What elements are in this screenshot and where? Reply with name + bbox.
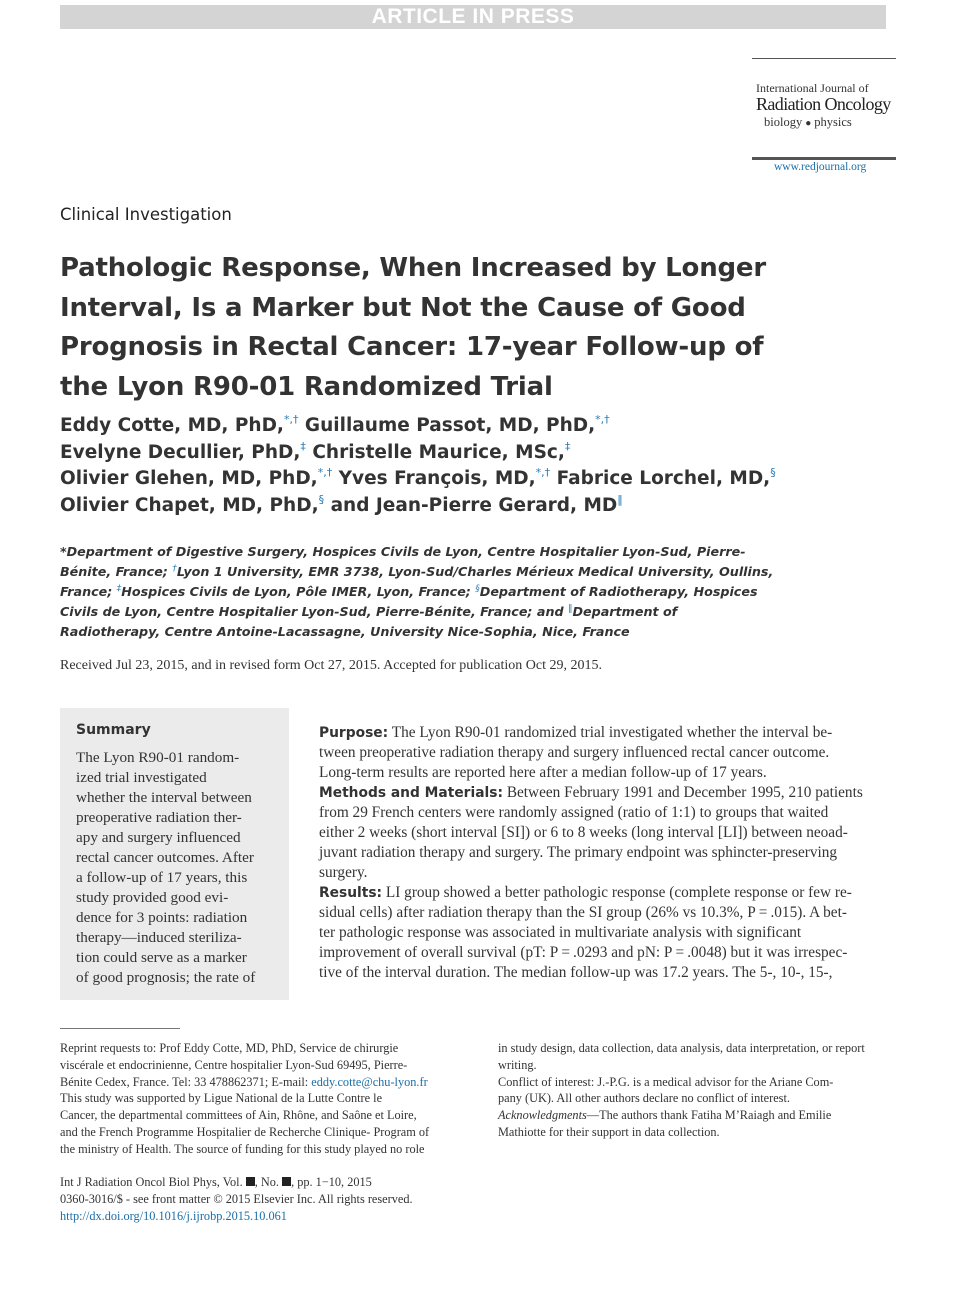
- author-name: Olivier Chapet, MD, PhD,: [60, 495, 319, 517]
- abstract-results: Results: LI group showed a better pathologic response (complete response or few re-: [319, 884, 852, 901]
- affiliation-line: Civils de Lyon, Centre Hospitalier Lyon-Sud, Pierre-Bénite, France; and ‖Department of: [60, 604, 678, 619]
- journal-name-line3: biology ● physics: [764, 115, 852, 129]
- affiliation-line: Bénite, France; †Lyon 1 University, EMR 3738, Lyon-Sud/Charles Mérieux Medical University, Oullins,: [60, 564, 774, 579]
- author-affil-link[interactable]: *,†: [283, 413, 299, 426]
- purpose-label: Purpose:: [319, 725, 389, 741]
- summary-heading: Summary: [76, 722, 151, 738]
- author-name: Eddy Cotte, MD, PhD,: [60, 415, 284, 436]
- article-title: Pathologic Response, When Increased by Longer Interval, Is a Marker but Not the Cause of Good Prognosis in Rectal Cancer: 17-year Follow-up of the Lyon R90-01 Randomized Trial: [60, 253, 766, 402]
- footnote-divider: [60, 1028, 180, 1029]
- author-name: Guillaume Passot, MD, PhD,: [304, 415, 596, 436]
- author-name: and Jean-Pierre Gerard, MD: [330, 495, 618, 517]
- author-name: Christelle Maurice, MSc,: [312, 441, 565, 463]
- affiliation-line: France; ‡Hospices Civils de Lyon, Pôle IMER, Lyon, France; §Department of Radiotherapy, Hospices: [60, 584, 758, 599]
- doi-link[interactable]: http://dx.doi.org/10.1016/j.ijrobp.2015.10.061: [60, 1208, 287, 1223]
- author-list: [60, 413, 900, 520]
- author-affil-link[interactable]: §: [770, 466, 776, 480]
- email-link[interactable]: eddy.cotte@chu-lyon.fr: [311, 1074, 428, 1089]
- placeholder-square-icon: [282, 1177, 291, 1186]
- author-name: Fabrice Lorchel, MD,: [556, 468, 771, 490]
- journal-url-link[interactable]: www.redjournal.org: [774, 161, 867, 173]
- author-name: Yves François, MD,: [338, 468, 536, 490]
- abstract-methods: Methods and Materials: Between February 1991 and December 1995, 210 patients: [319, 784, 863, 801]
- citation-block: Int J Radiation Oncol Biol Phys, Vol. , No. , pp. 1−10, 2015 0360-3016/$ - see front matter © 2015 Elsevier Inc. All rights reserved. http://dx.doi.org/10.1016/j.ijrobp.2015.10.061: [60, 1175, 413, 1223]
- author-affil-link[interactable]: ‡: [300, 439, 306, 453]
- author-affil-link[interactable]: *,†: [535, 466, 551, 480]
- journal-logo: [752, 58, 896, 160]
- methods-label: Methods and Materials:: [319, 785, 503, 801]
- summary-text: The Lyon R90-01 random- ized trial investigated whether the interval between preoperative radiation ther- apy and surgery influenced rectal cancer outcomes. After a follow-up of 17 years, this study provided good evi- dence for 3 points: radiation therapy—induced steriliza- tion could serve as a marker of good prognosis; the rate of: [76, 749, 256, 986]
- results-label: Results:: [319, 885, 383, 901]
- article-in-press-banner: ARTICLE IN PRESS: [60, 5, 886, 29]
- footnotes-right: in study design, data collection, data analysis, data interpretation, or report writing. Conflict of interest: J.-P.G. is a medical advisor for the Ariane Com- pany (UK). All other authors declare no conflict of interest. Acknowledgments—The authors thank Fatiha M’Raiagh and Emilie Mathiotte for their support in data collection.: [498, 1041, 865, 1139]
- author-affil-link[interactable]: *,†: [317, 466, 333, 480]
- affiliation-line: *Department of Digestive Surgery, Hospices Civils de Lyon, Centre Hospitalier Lyon-Sud, Pierre-: [60, 544, 746, 559]
- author-name: Olivier Glehen, MD, PhD,: [60, 468, 318, 490]
- journal-name-line1: International Journal of: [756, 81, 869, 95]
- author-affil-link[interactable]: ‖: [617, 493, 623, 507]
- abstract-purpose: Purpose: The Lyon R90-01 randomized trial investigated whether the interval be-: [319, 724, 833, 741]
- author-affil-link[interactable]: ‡: [564, 439, 571, 453]
- summary-box: [60, 708, 289, 1000]
- author-name: Evelyne Decullier, PhD,: [60, 441, 301, 463]
- affiliations: [60, 542, 774, 642]
- section-label: Clinical Investigation: [60, 205, 232, 224]
- abstract: Purpose: The Lyon R90-01 randomized trial investigated whether the interval be- tween preoperative radiation therapy and surgery influenced rectal cancer outcome. Long-term results are reported here after a median follow-up of 17 years. Methods and Materials: Between February 1991 and December 1995, 210 patients from 29 French centers were randomly assigned (ratio of 1:1) to groups that waited either 2 weeks (short interval [SI]) or 6 to 8 weeks (long interval [LI]) between neoad- juvant radiation therapy and surgery. The primary endpoint was sphincter-preserving surgery. Results: LI group showed a better pathologic response (complete response or few re- sidual cells) after radiation therapy than the SI group (26% vs 10.3%, P = .015). A bet- ter pathologic response was associated in multivariate analysis with significant improvement of overall survival (pT: P = .0293 and pN: P = .0048) but it was irrespec- tive of the interval duration. The median follow-up was 17.2 years. The 5-, 10-, 15-,: [319, 723, 899, 983]
- author-affil-link[interactable]: §: [318, 493, 325, 507]
- bullet-icon: ●: [805, 118, 812, 129]
- affiliation-line: Radiotherapy, Centre Antoine-Lacassagne, University Nice-Sophia, Nice, France: [60, 624, 630, 639]
- placeholder-square-icon: [246, 1177, 255, 1186]
- journal-name-line2: Radiation Oncology: [756, 94, 891, 114]
- author-affil-link[interactable]: *,†: [595, 413, 610, 426]
- footnotes-left: Reprint requests to: Prof Eddy Cotte, MD, PhD, Service de chirurgie viscérale et endocrinienne, Centre hospitalier Lyon-Sud 69495, Pierre- Bénite Cedex, France. Tel: 33 478862371; E-mail: eddy.cotte@chu-lyon.fr This study was supported by Ligue National de la Lutte Contre le Cancer, the departmental committees of Ain, Rhône, and Saône et Loire, and the French Programme Hospitalier de Recherche Clinique- Program of the ministry of Health. The source of funding for this study played no role: [60, 1041, 430, 1156]
- received-dates: Received Jul 23, 2015, and in revised form Oct 27, 2015. Accepted for publication Oct 29, 2015.: [60, 658, 602, 673]
